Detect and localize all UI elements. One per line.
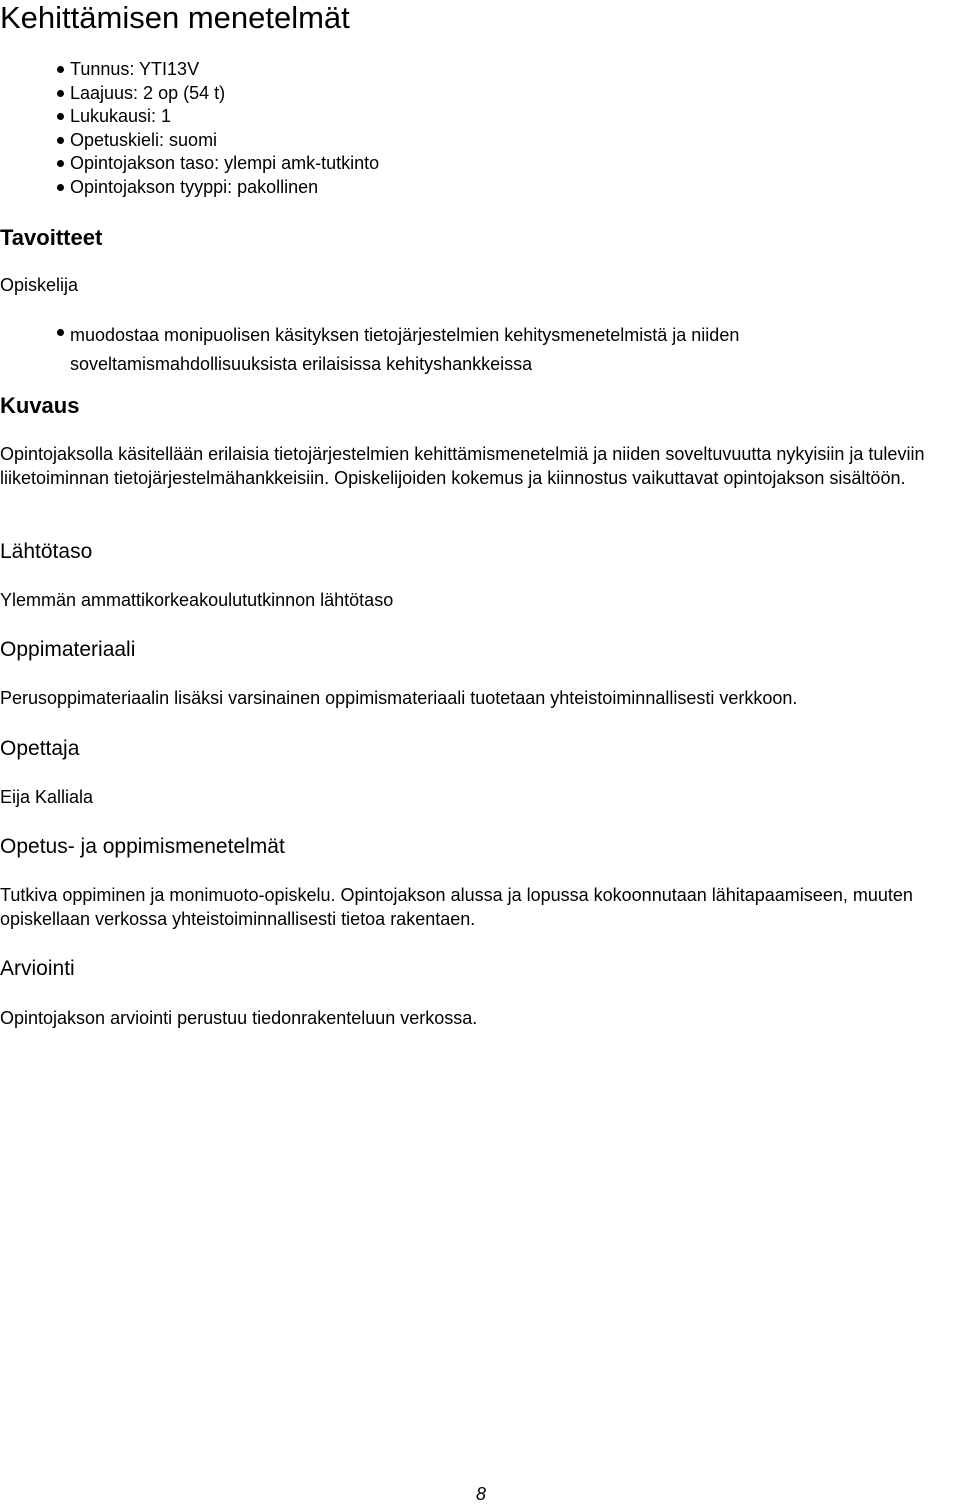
menetelmat-text: Tutkiva oppiminen ja monimuoto-opiskelu. Opintojakson alussa ja lopussa kokoonnutaan lähitapaamiseen, muuten opiskellaan verkossa yhteistoiminnallisesti tietoa rakentaen.	[0, 885, 913, 929]
meta-item-type: Opintojakson tyyppi: pakollinen	[0, 176, 379, 200]
section-heading-arviointi: Arviointi	[0, 957, 75, 980]
section-heading-opettaja: Opettaja	[0, 737, 80, 760]
meta-item-code: Tunnus: YTI13V	[0, 58, 379, 82]
oppimateriaali-text: Perusoppimateriaalin lisäksi varsinainen oppimismateriaali tuotetaan yhteistoiminnallisesti verkkoon.	[0, 688, 798, 708]
goal-list	[0, 321, 860, 379]
section-heading-oppimateriaali: Oppimateriaali	[0, 638, 136, 661]
goal-item: muodostaa monipuolisen käsityksen tietojärjestelmien kehitysmenetelmistä ja niiden soveltamismahdollisuuksista erilaisissa kehityshankkeissa	[0, 321, 860, 379]
section-heading-lahtotaso: Lähtötaso	[0, 540, 93, 563]
kuvaus-text: Opintojaksolla käsitellään erilaisia tietojärjestelmien kehittämismenetelmiä ja niiden soveltuvuutta nykyisiin ja tuleviin liiketoiminnan tietojärjestelmähankkeisiin. Opiskelijoiden kokemus ja kiinnostus vaikuttavat opintojakson sisältöön.	[0, 444, 925, 488]
lahtotaso-text: Ylemmän ammattikorkeakoulututkinnon lähtötaso	[0, 590, 394, 610]
meta-item-level: Opintojakson taso: ylempi amk-tutkinto	[0, 152, 379, 176]
page-number: 8	[476, 1484, 487, 1504]
arviointi-text: Opintojakson arviointi perustuu tiedonrakenteluun verkossa.	[0, 1008, 478, 1028]
section-heading-tavoitteet: Tavoitteet	[0, 225, 103, 250]
tavoitteet-lead: Opiskelija	[0, 275, 79, 295]
meta-item-credits: Laajuus: 2 op (54 t)	[0, 82, 379, 106]
section-heading-kuvaus: Kuvaus	[0, 393, 80, 418]
meta-item-language: Opetuskieli: suomi	[0, 129, 379, 153]
page-title: Kehittämisen menetelmät	[0, 0, 350, 35]
section-heading-menetelmat: Opetus- ja oppimismenetelmät	[0, 835, 285, 858]
course-meta-list	[0, 58, 379, 199]
meta-item-term: Lukukausi: 1	[0, 105, 379, 129]
opettaja-text: Eija Kalliala	[0, 787, 94, 807]
